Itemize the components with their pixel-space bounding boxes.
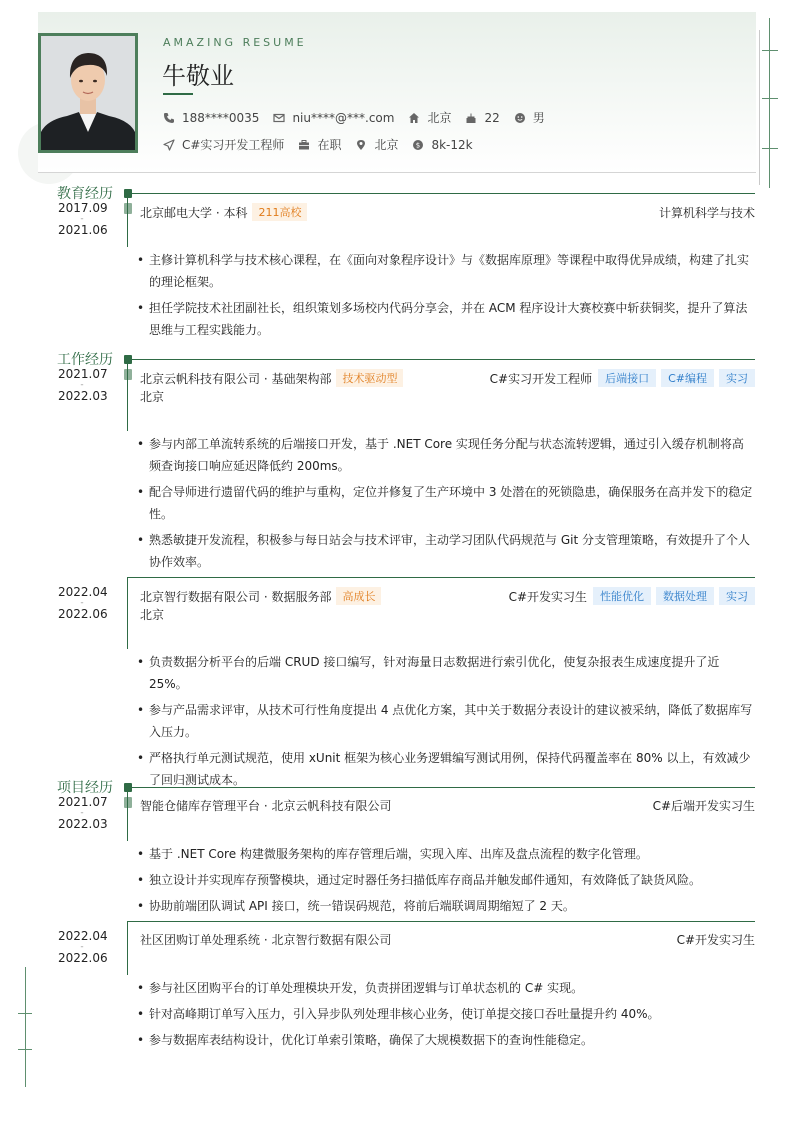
school-name: 北京邮电大学 · 本科 (140, 205, 248, 220)
section-title-education: 教育经历 (57, 186, 113, 202)
list-item: • 主修计算机科学与技术核心课程，在《面向对象程序设计》与《数据库原理》等课程中取得优异成绩，构建了扎实的理论框架。 (137, 249, 755, 293)
company-tag: 技术驱动型 (336, 369, 403, 387)
section-marker (124, 355, 132, 364)
skill-tag: 实习 (719, 369, 755, 387)
work-bullets (137, 651, 755, 795)
list-item: • 担任学院技术社团副社长，组织策划多场校内代码分享会，并在 ACM 程序设计大赛校赛中斩获铜奖，提升了算法思维与工程实践能力。 (137, 297, 755, 341)
salary-item (412, 138, 472, 152)
entry-divider (127, 577, 755, 578)
decorative-line-right-inner (759, 30, 760, 185)
project-bullets (137, 977, 755, 1055)
date-range: 2022.04 - 2022.06 (58, 585, 108, 621)
skill-tag: 性能优化 (593, 587, 651, 605)
entry-timeline (127, 577, 128, 649)
company-name: 北京智行数据有限公司 · 数据服务部 (140, 589, 332, 604)
work-entry-head (140, 587, 755, 605)
decorative-tick (762, 148, 778, 149)
brand-label: AMAZING RESUME (163, 36, 307, 49)
skill-tag: 数据处理 (656, 587, 714, 605)
project-role: C#开发实习生 (676, 933, 755, 947)
gender-item (514, 109, 545, 126)
work-city: 北京 (140, 390, 165, 404)
list-item: • 熟悉敏捷开发流程，积极参与每日站会与技术评审，主动学习团队代码规范与 Git 分支管理策略，有效提升了个人协作效率。 (137, 529, 755, 573)
position-text: C#实习开发工程师 (182, 138, 285, 152)
work-entry-head (140, 369, 755, 387)
major: 计算机科学与技术 (658, 205, 755, 220)
date-start: 2022.04 (58, 585, 108, 599)
list-item: • 配合导师进行遗留代码的维护与重构，定位并修复了生产环境中 3 处潜在的死锁隐患，确保服务在高并发下的稳定性。 (137, 481, 755, 525)
status-item (298, 136, 341, 153)
list-item: • 参与内部工单流转系统的后端接口开发，基于 .NET Core 实现任务分配与状态流转逻辑，通过引入缓存机制将高频查询接口响应延迟降低约 200ms。 (137, 433, 755, 477)
send-icon (163, 139, 175, 151)
target-city-item (355, 136, 398, 153)
decorative-tick (18, 1013, 32, 1014)
entry-marker (124, 203, 132, 214)
job-role: C#实习开发工程师 (489, 371, 593, 386)
education-bullets (137, 249, 755, 345)
entry-timeline (127, 787, 128, 841)
email-item (273, 111, 394, 125)
section-line (128, 193, 755, 194)
education-entry-head (140, 203, 755, 221)
entry-marker (124, 797, 132, 808)
work-city: 北京 (140, 608, 165, 622)
school-tag: 211高校 (252, 203, 307, 221)
project-bullets (137, 843, 755, 921)
list-item: • 基于 .NET Core 构建微服务架构的库存管理后端，实现入库、出库及盘点流程的数字化管理。 (137, 843, 755, 865)
candidate-name: 牛敬业 (162, 62, 234, 90)
date-end: 2022.03 (58, 389, 108, 403)
entry-marker (124, 369, 132, 380)
list-item: • 协助前端团队调试 API 接口，统一错误码规范，将前后端联调周期缩短了 2 天。 (137, 895, 755, 917)
decorative-line-left (25, 967, 26, 1087)
list-item: • 针对高峰期订单写入压力，引入异步队列处理非核心业务，使订单提交接口吞吐量提升约 40%。 (137, 1003, 755, 1025)
decorative-line-right (769, 18, 770, 188)
age-text: 22 (484, 110, 500, 125)
status-text: 在职 (317, 138, 342, 152)
date-start: 2021.07 (58, 367, 108, 381)
home-icon (408, 112, 420, 124)
phone-item (163, 111, 259, 125)
gender-text: 男 (532, 111, 545, 125)
section-title-projects: 项目经历 (57, 780, 113, 796)
avatar (38, 33, 138, 153)
date-range: 2017.09 - 2021.06 (58, 201, 108, 237)
skill-tag: 实习 (719, 587, 755, 605)
name-underline (163, 93, 193, 95)
position-item (163, 136, 284, 153)
project-name: 智能仓储库存管理平台 · 北京云帆科技有限公司 (140, 799, 392, 813)
job-role: C#开发实习生 (508, 589, 587, 604)
target-city-text: 北京 (374, 138, 399, 152)
svg-text:$: $ (416, 141, 421, 150)
list-item: • 负责数据分析平台的后端 CRUD 接口编写，针对海量日志数据进行索引优化，使复杂报表生成速度提升了近 25%。 (137, 651, 755, 695)
contact-row (163, 109, 559, 126)
project-role: C#后端开发实习生 (652, 799, 755, 813)
list-item: • 独立设计并实现库存预警模块，通过定时器任务扫描低库存商品并触发邮件通知，有效降低了缺货风险。 (137, 869, 755, 891)
header-divider (38, 172, 756, 173)
portrait-photo (41, 36, 135, 150)
coin-icon (412, 139, 424, 151)
project-name: 社区团购订单处理系统 · 北京智行数据有限公司 (140, 933, 392, 947)
company-name: 北京云帆科技有限公司 · 基础架构部 (140, 371, 332, 386)
date-range: 2021.07 - 2022.03 (58, 367, 108, 403)
decorative-tick (762, 50, 778, 51)
date-start: 2021.07 (58, 795, 108, 809)
city-item (408, 109, 451, 126)
city-text: 北京 (427, 111, 452, 125)
date-start: 2022.04 (58, 929, 108, 943)
entry-timeline (127, 193, 128, 247)
date-end: 2022.03 (58, 817, 108, 831)
entry-timeline (127, 921, 128, 975)
entry-timeline (127, 359, 128, 431)
email-text: niu****@***.com (292, 110, 395, 125)
phone-text: 188****0035 (182, 110, 260, 125)
decorative-tick (762, 98, 778, 99)
phone-icon (163, 112, 175, 124)
entry-divider (127, 921, 755, 922)
salary-text: 8k-12k (431, 137, 473, 152)
date-end: 2022.06 (58, 951, 108, 965)
section-line (128, 787, 755, 788)
list-item: • 参与数据库表结构设计，优化订单索引策略，确保了大规模数据下的查询性能稳定。 (137, 1029, 755, 1051)
list-item: • 参与产品需求评审，从技术可行性角度提出 4 点优化方案，其中关于数据分表设计的建议被采纳，降低了数据库写入压力。 (137, 699, 755, 743)
work-bullets (137, 433, 755, 577)
cake-icon (465, 112, 477, 124)
date-start: 2017.09 (58, 201, 108, 215)
briefcase-icon (298, 139, 310, 151)
decorative-tick (18, 1049, 32, 1050)
company-tag: 高成长 (336, 587, 381, 605)
email-icon (273, 112, 285, 124)
job-intent-row (163, 136, 487, 153)
section-line (128, 359, 755, 360)
date-range: 2022.04 - 2022.06 (58, 929, 108, 965)
location-pin-icon (355, 139, 367, 151)
date-end: 2021.06 (58, 223, 108, 237)
date-range: 2021.07 - 2022.03 (58, 795, 108, 831)
section-marker (124, 783, 132, 792)
skill-tag: 后端接口 (598, 369, 656, 387)
list-item: • 严格执行单元测试规范，使用 xUnit 框架为核心业务逻辑编写测试用例，保持代码覆盖率在 80% 以上，有效减少了回归测试成本。 (137, 747, 755, 791)
date-end: 2022.06 (58, 607, 108, 621)
section-title-work: 工作经历 (57, 352, 113, 368)
smile-icon (514, 112, 526, 124)
age-item (465, 111, 499, 125)
project-entry-head (140, 797, 755, 814)
skill-tag: C#编程 (661, 369, 714, 387)
project-entry-head (140, 931, 755, 948)
section-marker (124, 189, 132, 198)
list-item: • 参与社区团购平台的订单处理模块开发，负责拼团逻辑与订单状态机的 C# 实现。 (137, 977, 755, 999)
